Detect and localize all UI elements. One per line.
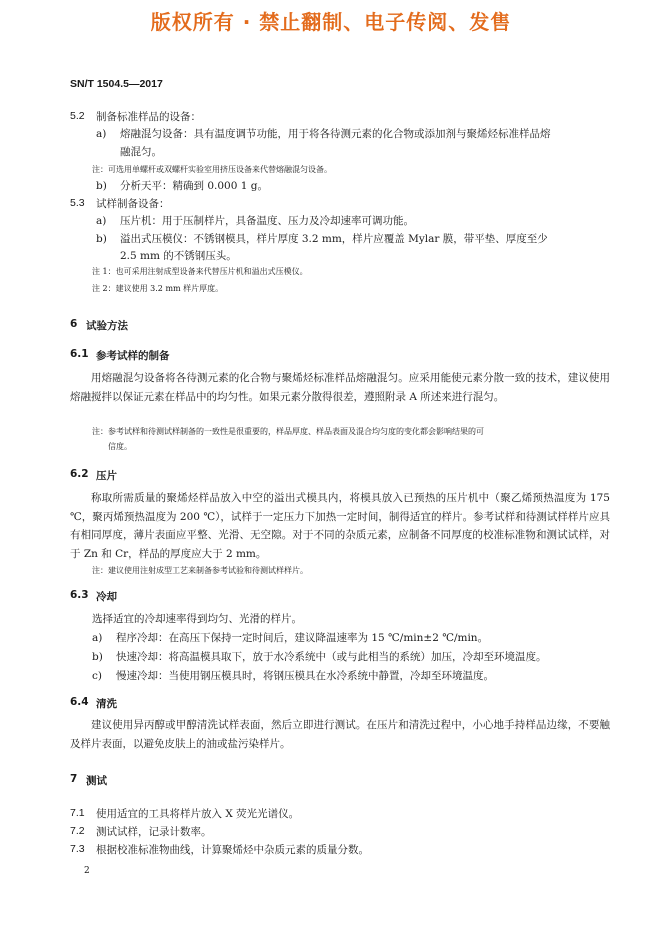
list-item-text: 程序冷却：在高压下保持一定时间后，建议降温速率为 15 ℃/min±2 ℃/min。	[116, 632, 489, 644]
clause-6-4-title: 清洗	[96, 698, 117, 710]
item-label: a)	[96, 128, 107, 140]
clause-7-2-number: 7.2	[70, 825, 85, 837]
clause-6-1-title: 参考试样的制备	[96, 350, 170, 362]
clause-7-1-number: 7.1	[70, 807, 85, 819]
list-item-text: 2.5 mm 的不锈钢压头。	[120, 250, 237, 262]
paragraph: 用熔融混匀设备将各待测元素的化合物与聚烯烃标准样品熔融混匀。应采用能使元素分散一致的技术，建议使用熔融搅拌以保证元素在样品中的均匀性。如果元素分散得很差，遵照附录 A 所述来进行混匀。	[70, 372, 610, 403]
clause-5-3-title: 试样制备设备：	[96, 198, 170, 210]
clause-7-3-text: 根据校准标准物曲线，计算聚烯烃中杂质元素的质量分数。	[96, 844, 369, 856]
clause-5-3-number: 5.3	[70, 197, 85, 209]
paragraph: 建议使用异丙醇或甲醇清洗试样表面，然后立即进行测试。在压片和清洗过程中，小心地手持样品边缘，不要触及样片表面，以避免皮肤上的油或盐污染样片。	[70, 719, 610, 750]
clause-6-1-number: 6.1	[70, 348, 89, 360]
item-label: c)	[92, 670, 102, 682]
copyright-banner: 版权所有 · 禁止翻制、电子传阅、发售	[150, 10, 512, 34]
clause-7-2-text: 测试试样，记录计数率。	[96, 826, 212, 838]
item-label: b)	[92, 651, 103, 663]
clause-6-2-number: 6.2	[70, 468, 89, 480]
note: 注：参考试样和待测试样制备的一致性是很重要的，样品厚度、样品表面及混合均匀度的变化都会影响结果的可	[92, 427, 484, 436]
list-item-text: 溢出式压模仪：不锈钢模具，样片厚度 3.2 mm，样片应覆盖 Mylar 膜，带平垫、厚度至少	[120, 233, 548, 245]
standard-number: SN/T 1504.5—2017	[70, 78, 163, 90]
chapter-7-title: 测试	[86, 775, 107, 787]
clause-7-1-text: 使用适宜的工具将样片放入 X 荧光光谱仪。	[96, 808, 300, 820]
clause-6-2-title: 压片	[96, 470, 117, 482]
note: 注：可选用单螺杆或双螺杆实验室用挤压设备来代替熔融混匀设备。	[92, 165, 332, 174]
item-label: b)	[96, 180, 107, 192]
clause-5-2-title: 制备标准样品的设备：	[96, 111, 201, 123]
note: 信度。	[108, 442, 132, 451]
note: 注 2：建议使用 3.2 mm 样片厚度。	[92, 284, 224, 293]
list-item-text: 压片机：用于压制样片，具备温度、压力及冷却速率可调功能。	[120, 215, 414, 227]
item-label: a)	[96, 215, 107, 227]
paragraph: 称取所需质量的聚烯烃样品放入中空的溢出式模具内，将模具放入已预热的压片机中（聚乙烯预热温度为 175 ℃，聚丙烯预热温度为 200 ℃），试样于一定压力下加热一定时间，制得适宜的样片。参考试样和待测试样样片应具有相同厚度，薄片表面应平整、光滑、无空隙。对于不同的杂质元素，应制备不同厚度的校准标准物和测试试样，对于 Zn 和 Cr，样品的厚度应大于 2 mm。	[70, 492, 610, 560]
chapter-6-title: 试验方法	[86, 320, 128, 332]
chapter-6-number: 6	[70, 318, 78, 330]
item-label: b)	[96, 233, 107, 245]
note: 注 1：也可采用注射成型设备来代替压片机和溢出式压模仪。	[92, 267, 308, 276]
clause-6-3-title: 冷却	[96, 591, 117, 603]
list-item-text: 熔融混匀设备：具有温度调节功能，用于将各待测元素的化合物或添加剂与聚烯烃标准样品熔	[120, 128, 551, 140]
paragraph: 选择适宜的冷却速率得到均匀、光滑的样片。	[92, 613, 302, 625]
list-item-text: 慢速冷却：当使用钢压模具时，将钢压模具在水冷系统中静置，冷却至环境温度。	[116, 670, 494, 682]
clause-6-3-number: 6.3	[70, 589, 89, 601]
item-label: a)	[92, 632, 103, 644]
chapter-7-number: 7	[70, 773, 78, 785]
list-item-text: 融混匀。	[120, 146, 162, 158]
clause-5-2-number: 5.2	[70, 110, 85, 122]
clause-6-4-number: 6.4	[70, 696, 89, 708]
note: 注：建议使用注射成型工艺来制备参考试验和待测试样样片。	[92, 566, 308, 575]
list-item-text: 分析天平：精确到 0.000 1 g。	[120, 180, 268, 192]
clause-7-3-number: 7.3	[70, 843, 85, 855]
list-item-text: 快速冷却：将高温模具取下，放于水冷系统中（或与此相当的系统）加压，冷却至环境温度。	[116, 651, 547, 663]
page-number: 2	[84, 866, 90, 876]
